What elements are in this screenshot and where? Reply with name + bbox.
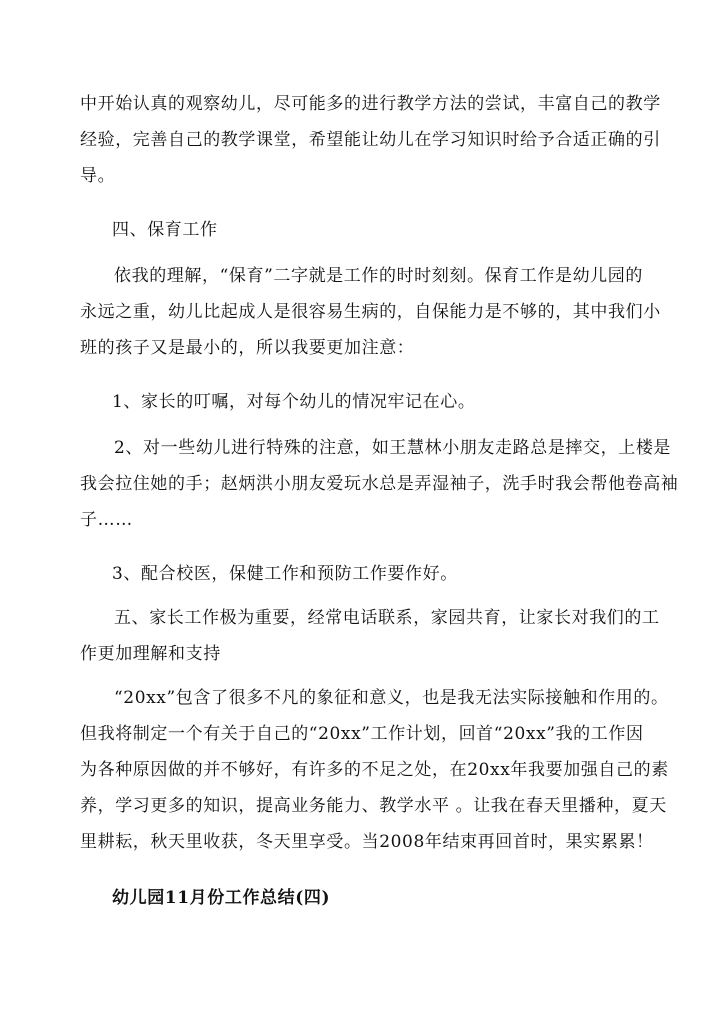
- text-line: 养，学习更多的知识，提高业务能力、教学水平 。让我在春天里播种，夏天: [80, 796, 667, 816]
- text-line: 但我将制定一个有关于自己的“20xx”工作计划，回首“20xx”我的工作因: [80, 724, 644, 744]
- section-title: 四、保育工作: [112, 220, 218, 240]
- paragraph-childcare: [80, 258, 661, 366]
- text-line: 五、家长工作极为重要，经常电话联系，家园共育，让家长对我们的工: [114, 608, 660, 628]
- next-section-title: 幼儿园11月份工作总结(四): [112, 888, 331, 908]
- list-item-1: [112, 384, 678, 420]
- text-line: 经验，完善自己的教学课堂，希望能让幼儿在学习知识时给予合适正确的引: [80, 130, 661, 150]
- text-line: 作更加理解和支持: [80, 644, 221, 664]
- text-line: 导。: [80, 166, 116, 186]
- section-heading-childcare: [112, 212, 678, 248]
- text-line: 里耕耘，秋天里收获，冬天里享受。当2008年结束再回首时，果实累累！: [80, 832, 654, 852]
- list-item-text: 3、配合校医，保健工作和预防工作要作好。: [112, 564, 458, 584]
- paragraph-plan-20xx: [80, 680, 669, 860]
- text-line: 子……: [80, 510, 133, 530]
- list-item-3: [112, 556, 678, 592]
- text-line: “20xx”包含了很多不凡的象征和意义，也是我无法实际接触和作用的。: [114, 688, 669, 708]
- text-line: 班的孩子又是最小的，所以我要更加注意：: [80, 338, 415, 358]
- text-line: 我会拉住她的手；赵炳洪小朋友爱玩水总是弄湿袖子，洗手时我会帮他卷高袖: [80, 474, 679, 494]
- text-line: 中开始认真的观察幼儿，尽可能多的进行教学方法的尝试，丰富自己的教学: [80, 94, 661, 114]
- text-line: 2、对一些幼儿进行特殊的注意，如王慧林小朋友走路总是摔交，上楼是: [114, 438, 672, 458]
- list-item-text: 1、家长的叮嘱，对每个幼儿的情况牢记在心。: [112, 392, 476, 412]
- text-line: 依我的理解，“保育”二字就是工作的时时刻刻。保育工作是幼儿园的: [114, 266, 643, 286]
- paragraph-teaching-methods: [80, 86, 661, 194]
- text-line: 为各种原因做的并不够好，有许多的不足之处，在20xx年我要加强自己的素: [80, 760, 669, 780]
- text-line: 永远之重，幼儿比起成人是很容易生病的，自保能力是不够的，其中我们小: [80, 302, 661, 322]
- list-item-2: [80, 430, 679, 538]
- paragraph-parent-work: [80, 600, 660, 672]
